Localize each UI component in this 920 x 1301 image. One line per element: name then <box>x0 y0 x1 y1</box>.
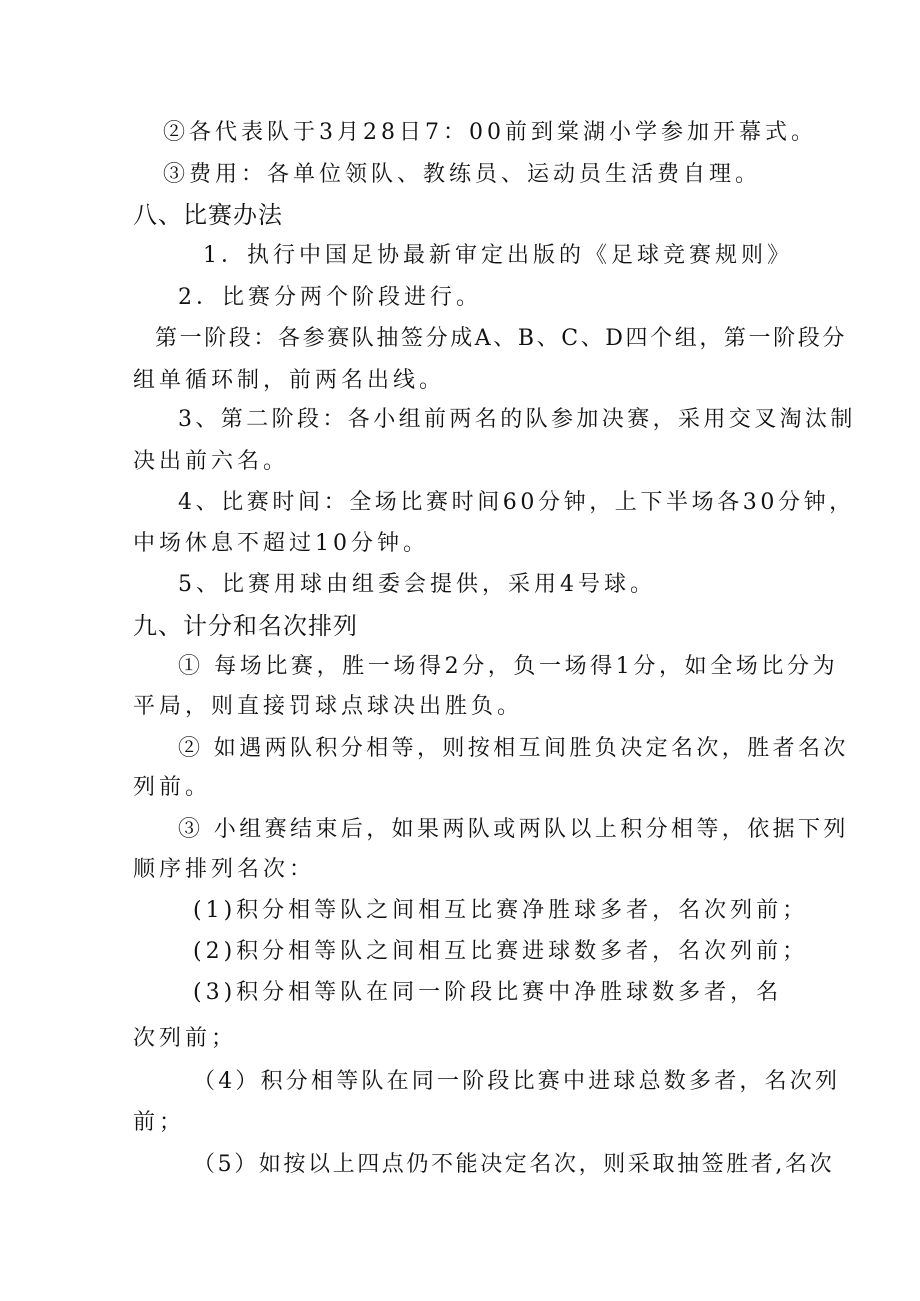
paragraph-line: ① 每场比赛，胜一场得2分，负一场得1分，如全场比分为 <box>178 654 839 679</box>
paragraph-line: (2)积分相等队之间相互比赛进球数多者，名次列前； <box>193 939 809 964</box>
paragraph-line: ③ 小组赛结束后，如果两队或两队以上积分相等，依据下列 <box>178 817 849 842</box>
paragraph-line: ②各代表队于3月28日7：00前到棠湖小学参加开幕式。 <box>163 120 817 145</box>
paragraph-line: 3、第二阶段：各小组前两名的队参加决赛，采用交叉淘汰制 <box>178 407 856 432</box>
paragraph-line: 组单循环制，前两名出线。 <box>133 368 446 393</box>
paragraph-line: (3)积分相等队在同一阶段比赛中净胜球数多者，名 <box>193 980 783 1005</box>
paragraph-line: 前； <box>133 1110 186 1135</box>
section-heading-scoring-ranking: 九、计分和名次排列 <box>133 612 358 640</box>
paragraph-line: ③费用：各单位领队、教练员、运动员生活费自理。 <box>163 162 762 187</box>
paragraph-line: 决出前六名。 <box>133 449 290 474</box>
paragraph-line: 2．比赛分两个阶段进行。 <box>178 285 482 310</box>
paragraph-line: (1)积分相等队之间相互比赛净胜球多者，名次列前； <box>193 898 809 923</box>
paragraph-line: （5）如按以上四点仍不能决定名次，则采取抽签胜者,名次 <box>193 1152 835 1177</box>
paragraph-line: 1．执行中国足协最新审定出版的《足球竞赛规则》 <box>203 243 793 268</box>
paragraph-line: 次列前； <box>133 1026 238 1051</box>
paragraph-line: ② 如遇两队积分相等，则按相互间胜负决定名次，胜者名次 <box>178 736 849 761</box>
paragraph-line: 列前。 <box>133 775 212 800</box>
paragraph-line: 5、比赛用球由组委会提供，采用4号球。 <box>178 572 656 597</box>
paragraph-line: 第一阶段：各参赛队抽签分成A、B、C、D四个组，第一阶段分 <box>155 326 847 351</box>
paragraph-line: 中场休息不超过10分钟。 <box>133 531 429 556</box>
paragraph-line: （4）积分相等队在同一阶段比赛中进球总数多者，名次列 <box>193 1069 841 1094</box>
paragraph-line: 顺序排列名次： <box>133 857 316 882</box>
paragraph-line: 平局，则直接罚球点球决出胜负。 <box>133 694 524 719</box>
paragraph-line: 4、比赛时间：全场比赛时间60分钟，上下半场各30分钟， <box>178 490 855 515</box>
section-heading-competition-method: 八、比赛办法 <box>133 201 283 229</box>
